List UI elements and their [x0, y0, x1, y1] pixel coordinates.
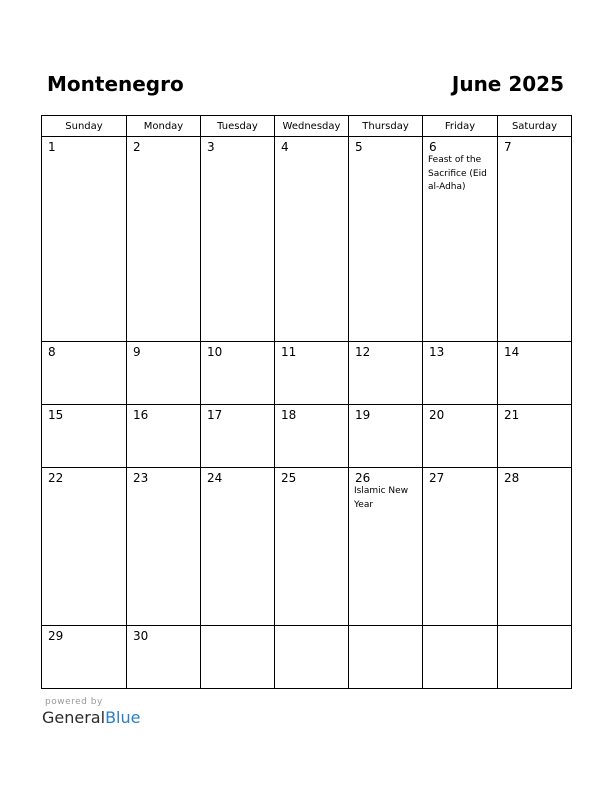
day-number: 17 [207, 408, 223, 423]
day-cell [423, 405, 498, 468]
day-cell [423, 468, 498, 626]
week-row [42, 625, 572, 688]
day-number: 3 [207, 140, 215, 154]
week-row [42, 405, 572, 468]
day-cell [201, 342, 275, 405]
brand-name-part1: General [42, 708, 106, 727]
day-number: 5 [355, 140, 363, 154]
day-cell [127, 468, 201, 626]
country-title: Montenegro [47, 72, 184, 96]
day-number: 4 [281, 140, 289, 154]
weekday-wednesday: Wednesday [275, 116, 349, 137]
day-cell [349, 625, 423, 688]
day-number: 28 [504, 471, 520, 486]
day-number: 20 [429, 408, 445, 423]
day-cell [127, 137, 201, 342]
day-cell [42, 468, 127, 626]
event-label: Feast of the Sacrifice (Eid al-Adha) [428, 155, 487, 192]
day-cell [201, 625, 275, 688]
day-cell [201, 137, 275, 342]
day-number: 18 [281, 408, 297, 423]
day-number: 30 [133, 628, 149, 643]
day-cell [42, 405, 127, 468]
day-number: 2 [133, 140, 141, 154]
day-number: 1 [48, 140, 56, 154]
day-number: 29 [48, 628, 64, 643]
day-number: 16 [133, 408, 149, 423]
day-number: 15 [48, 408, 64, 423]
day-cell [423, 625, 498, 688]
weekday-header-row [42, 116, 572, 137]
weekday-monday: Monday [127, 116, 201, 137]
day-cell [201, 405, 275, 468]
day-cell [423, 342, 498, 405]
weekday-sunday: Sunday [42, 116, 127, 137]
day-cell [349, 342, 423, 405]
week-row [42, 468, 572, 626]
brand-name-part2: Blue [105, 708, 141, 727]
weekday-tuesday: Tuesday [201, 116, 275, 137]
day-cell [127, 405, 201, 468]
day-cell [201, 468, 275, 626]
day-number: 24 [207, 471, 223, 486]
day-cell [127, 342, 201, 405]
day-cell [275, 137, 349, 342]
day-number: 14 [504, 345, 520, 360]
day-cell [498, 342, 572, 405]
day-number: 26 [355, 471, 371, 486]
day-cell [498, 468, 572, 626]
day-cell [275, 625, 349, 688]
weekday-friday: Friday [423, 116, 498, 137]
day-number: 10 [207, 345, 223, 360]
day-number: 22 [48, 471, 64, 486]
day-number: 25 [281, 471, 297, 486]
week-row [42, 342, 572, 405]
calendar-grid [41, 115, 572, 689]
day-cell [423, 137, 498, 342]
day-number: 12 [355, 345, 371, 360]
day-cell [349, 405, 423, 468]
day-cell [349, 137, 423, 342]
day-cell [498, 137, 572, 342]
day-cell [127, 625, 201, 688]
day-number [498, 626, 571, 630]
day-cell [275, 405, 349, 468]
day-cell [498, 625, 572, 688]
powered-by-label: powered by [45, 697, 103, 707]
day-cell [42, 137, 127, 342]
day-cell [275, 342, 349, 405]
day-number: 23 [133, 471, 149, 486]
day-cell [42, 342, 127, 405]
day-number: 21 [504, 408, 520, 423]
day-cell [42, 625, 127, 688]
day-number [275, 626, 348, 630]
month-title: June 2025 [451, 72, 564, 96]
weekday-thursday: Thursday [349, 116, 423, 137]
event-label: Islamic New Year [354, 486, 409, 510]
day-number: 13 [429, 345, 445, 360]
day-number [201, 626, 274, 630]
day-cell [498, 405, 572, 468]
day-number: 6 [429, 140, 437, 154]
day-number [423, 626, 497, 630]
day-cell [349, 468, 423, 626]
day-number: 9 [133, 345, 141, 360]
day-number: 7 [504, 140, 512, 154]
day-number: 11 [281, 345, 297, 360]
day-number: 27 [429, 471, 445, 486]
day-number [349, 626, 422, 630]
week-row [42, 137, 572, 342]
day-cell [275, 468, 349, 626]
generalblue-logo[interactable] [42, 708, 140, 727]
day-number: 8 [48, 345, 56, 360]
weekday-saturday: Saturday [498, 116, 572, 137]
day-number: 19 [355, 408, 371, 423]
